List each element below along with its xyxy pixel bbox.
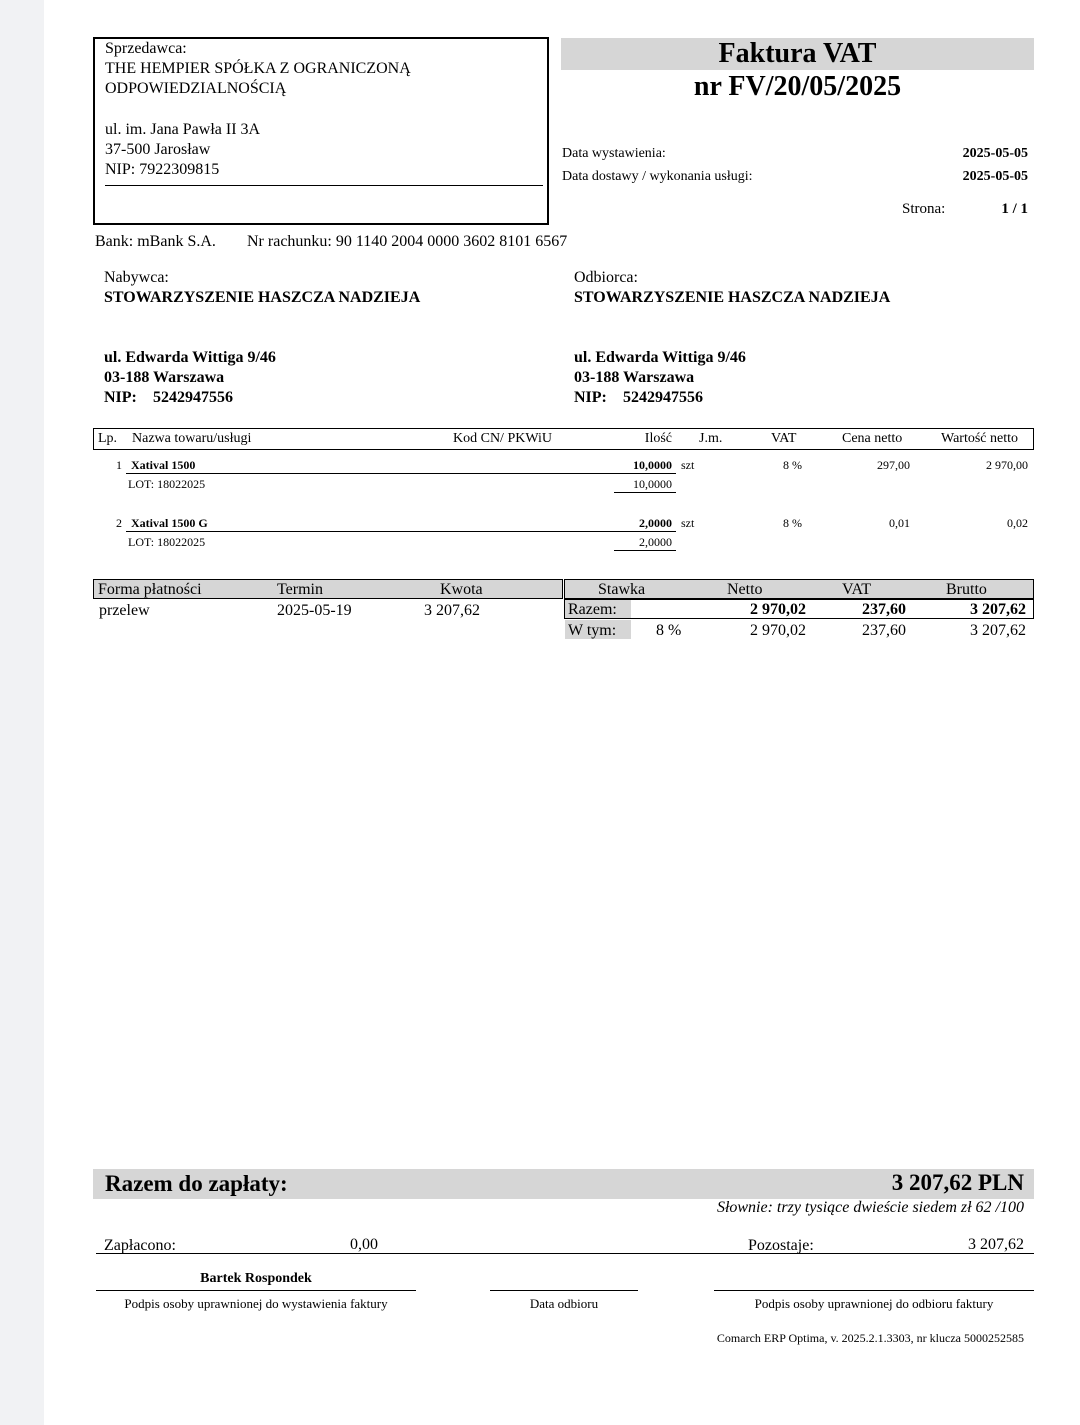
page-margin — [0, 0, 44, 1425]
buyer-name: STOWARZYSZENIE HASZCZA NADZIEJA — [104, 289, 421, 306]
row-lot: LOT: 18022025 — [128, 477, 206, 491]
row-unit: szt — [681, 516, 695, 530]
row-vat: 8 % — [783, 458, 802, 472]
row-price: 0,01 — [889, 516, 910, 530]
col-vat: VAT — [771, 431, 797, 446]
row-vat: 8 % — [783, 516, 802, 530]
seller-name-line2: ODPOWIEDZIALNOŚCIĄ — [105, 80, 287, 97]
row-divider — [126, 531, 676, 532]
summary-breakdown-vat: 237,60 — [862, 622, 906, 639]
row-lp: 2 — [116, 516, 122, 530]
total-due-label: Razem do zapłaty: — [105, 1171, 288, 1196]
bank-account: Nr rachunku: 90 1140 2004 0000 3602 8101 6567 — [247, 233, 568, 250]
page-label: Strona: — [902, 201, 946, 217]
recipient-city: 03-188 Warszawa — [574, 369, 695, 386]
paid-amount: 0,00 — [350, 1236, 378, 1253]
receiver-signature-caption: Podpis osoby uprawnionej do odbioru faktury — [754, 1296, 994, 1311]
payment-due: 2025-05-19 — [277, 602, 352, 619]
col-name: Nazwa towaru/usługi — [132, 431, 252, 446]
recipient-street: ul. Edwarda Wittiga 9/46 — [574, 349, 746, 366]
row-product-name: Xatival 1500 — [131, 458, 196, 472]
issuer-signature-caption: Podpis osoby uprawnionej do wystawienia faktury — [124, 1296, 388, 1311]
buyer-street: ul. Edwarda Wittiga 9/46 — [104, 349, 276, 366]
row-price: 297,00 — [877, 458, 910, 472]
summary-col-vat: VAT — [842, 581, 872, 598]
seller-box — [93, 37, 549, 225]
row-lot-divider — [614, 550, 676, 551]
summary-breakdown-gross: 3 207,62 — [970, 622, 1026, 639]
summary-breakdown-rate: 8 % — [656, 622, 682, 639]
software-footer: Comarch ERP Optima, v. 2025.2.1.3303, nr klucza 5000252585 — [716, 1331, 1024, 1345]
summary-col-gross: Brutto — [946, 581, 987, 598]
total-due-amount: 3 207,62 PLN — [891, 1170, 1024, 1195]
invoice-number: nr FV/20/05/2025 — [693, 71, 902, 102]
buyer-label: Nabywca: — [104, 269, 169, 286]
recipient-nip: 5242947556 — [623, 389, 703, 406]
summary-col-rate: Stawka — [598, 581, 646, 598]
row-lot-divider — [614, 492, 676, 493]
totals-divider — [96, 1253, 1034, 1254]
summary-col-net: Netto — [727, 581, 763, 598]
date-signature-caption: Data odbioru — [529, 1296, 599, 1311]
row-qty: 2,0000 — [639, 516, 672, 530]
page-number: 1 / 1 — [1001, 201, 1028, 217]
seller-divider — [105, 185, 543, 186]
summary-total-label: Razem: — [568, 601, 617, 618]
recipient-nip-label: NIP: — [574, 389, 607, 406]
row-unit: szt — [681, 458, 695, 472]
delivery-date-label: Data dostawy / wykonania usługi: — [562, 169, 753, 184]
summary-breakdown-net: 2 970,02 — [750, 622, 806, 639]
payment-col-method: Forma płatności — [98, 581, 202, 598]
delivery-date: 2025-05-05 — [962, 169, 1028, 184]
row-divider — [126, 473, 676, 474]
summary-total-vat: 237,60 — [862, 601, 906, 618]
row-lp: 1 — [116, 458, 122, 472]
summary-total-gross: 3 207,62 — [970, 601, 1026, 618]
buyer-nip: 5242947556 — [153, 389, 233, 406]
col-lp: Lp. — [98, 431, 118, 446]
seller-street: ul. im. Jana Pawła II 3A — [105, 121, 261, 138]
payment-method: przelew — [99, 602, 150, 619]
seller-city: 37-500 Jarosław — [105, 141, 211, 158]
col-unit: J.m. — [699, 431, 723, 446]
row-lot: LOT: 18022025 — [128, 535, 206, 549]
col-value: Wartość netto — [941, 431, 1019, 446]
remaining-label: Pozostaje: — [748, 1237, 814, 1254]
seller-label: Sprzedawca: — [105, 40, 187, 57]
col-price: Cena netto — [842, 431, 903, 446]
recipient-name: STOWARZYSZENIE HASZCZA NADZIEJA — [574, 289, 891, 306]
row-value: 0,02 — [1007, 516, 1028, 530]
receiver-signature-line — [714, 1290, 1034, 1291]
row-lot-qty: 10,0000 — [633, 477, 672, 491]
row-qty: 10,0000 — [633, 458, 672, 472]
bank-name: Bank: mBank S.A. — [95, 233, 216, 250]
date-signature-line — [490, 1290, 638, 1291]
payment-amount: 3 207,62 — [424, 602, 480, 619]
issue-date: 2025-05-05 — [962, 146, 1028, 161]
issue-date-label: Data wystawienia: — [562, 146, 666, 161]
col-cn: Kod CN/ PKWiU — [453, 431, 552, 446]
issuer-signature-line — [96, 1290, 416, 1291]
seller-nip: NIP: 7922309815 — [105, 161, 220, 178]
payment-col-amount: Kwota — [440, 581, 483, 598]
summary-total-net: 2 970,02 — [750, 601, 806, 618]
invoice-title: Faktura VAT — [718, 38, 877, 69]
row-value: 2 970,00 — [986, 458, 1028, 472]
summary-breakdown-label: W tym: — [568, 622, 617, 639]
buyer-city: 03-188 Warszawa — [104, 369, 225, 386]
col-qty: Ilość — [644, 431, 672, 446]
row-lot-qty: 2,0000 — [639, 535, 672, 549]
paid-label: Zapłacono: — [104, 1237, 176, 1254]
payment-col-due: Termin — [277, 581, 323, 598]
remaining-amount: 3 207,62 — [968, 1236, 1024, 1253]
recipient-label: Odbiorca: — [574, 269, 638, 286]
row-product-name: Xatival 1500 G — [131, 516, 208, 530]
issuer-name: Bartek Rospondek — [200, 1271, 312, 1286]
amount-in-words: Słownie: trzy tysiące dwieście siedem zł 62 /100 — [716, 1199, 1024, 1216]
seller-name-line1: THE HEMPIER SPÓŁKA Z OGRANICZONĄ — [105, 60, 411, 77]
buyer-nip-label: NIP: — [104, 389, 137, 406]
